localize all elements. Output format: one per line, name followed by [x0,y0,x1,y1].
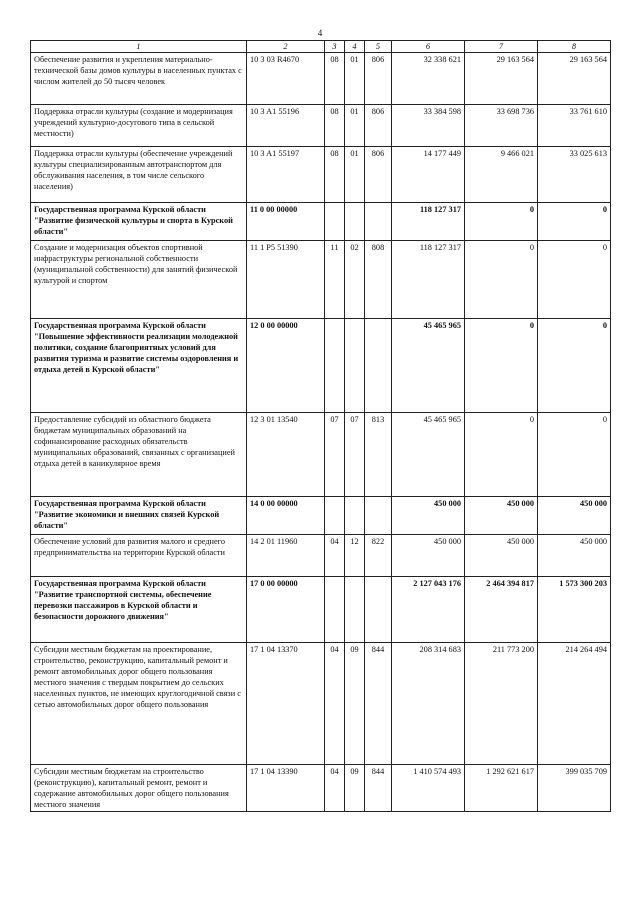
amount-year1-cell: 118 127 317 [392,203,465,241]
subsection-cell: 02 [345,241,365,319]
code-cell: 11 1 P5 51390 [247,241,325,319]
section-cell [325,203,345,241]
code-cell: 14 2 01 11960 [247,535,325,577]
budget-table [30,40,611,812]
code-cell: 14 0 00 00000 [247,497,325,535]
amount-year2-cell: 33 698 736 [465,105,538,147]
code-cell: 12 0 00 00000 [247,319,325,413]
code-cell: 17 1 04 13370 [247,643,325,765]
column-number: 5 [365,41,392,53]
code-cell: 17 1 04 13390 [247,765,325,812]
amount-year2-cell: 211 773 200 [465,643,538,765]
section-cell [325,577,345,643]
program-row [31,577,611,643]
subsection-cell: 01 [345,105,365,147]
section-cell: 08 [325,53,345,105]
amount-year2-cell: 0 [465,413,538,497]
name-cell: Государственная программа Курской области "Повышение эффективности реализации молодежной политики, создание благоприятных условий для развития туризма и развитие системы оздоровления и отдыха детей в Курской области" [31,319,247,413]
column-number: 1 [31,41,247,53]
amount-year1-cell: 1 410 574 493 [392,765,465,812]
section-cell: 04 [325,535,345,577]
table-row [31,643,611,765]
table-row [31,147,611,203]
name-cell: Предоставление субсидий из областного бюджета бюджетам муниципальных образований на софинансирование расходных обязательств муниципальных образований, связанных с организацией отдыха детей в каникулярное время [31,413,247,497]
amount-year3-cell: 0 [538,241,611,319]
name-cell: Обеспечение условий для развития малого и среднего предпринимательства на территории Курской области [31,535,247,577]
page-number: 4 [317,28,323,38]
amount-year2-cell: 450 000 [465,497,538,535]
amount-year1-cell: 45 465 965 [392,413,465,497]
name-cell: Субсидии местным бюджетам на проектирование, строительство, реконструкцию, капитальный ремонт и ремонт автомобильных дорог общего пользования местного значения с твердым покрытием до сельских населенных пунктов, не имеющих круглогодичной связи с сетью автомобильных дорог общего пользования [31,643,247,765]
table-row [31,535,611,577]
amount-year2-cell: 0 [465,203,538,241]
amount-year2-cell: 0 [465,241,538,319]
section-cell [325,319,345,413]
name-cell: Обеспечение развития и укрепления материально-технической базы домов культуры в населенных пунктах с числом жителей до 50 тысяч человек [31,53,247,105]
table-row [31,413,611,497]
program-row [31,203,611,241]
expense-type-cell: 844 [365,765,392,812]
section-cell: 04 [325,765,345,812]
amount-year3-cell: 214 264 494 [538,643,611,765]
program-row [31,497,611,535]
code-cell: 10 3 A1 55196 [247,105,325,147]
amount-year2-cell: 2 464 394 817 [465,577,538,643]
amount-year1-cell: 450 000 [392,497,465,535]
name-cell: Государственная программа Курской области "Развитие транспортной системы, обеспечение перевозки пассажиров в Курской области и безопасности дорожного движения" [31,577,247,643]
code-cell: 10 3 A1 55197 [247,147,325,203]
amount-year2-cell: 450 000 [465,535,538,577]
amount-year3-cell: 0 [538,413,611,497]
subsection-cell [345,203,365,241]
amount-year2-cell: 1 292 621 617 [465,765,538,812]
expense-type-cell: 806 [365,53,392,105]
column-number: 4 [345,41,365,53]
amount-year3-cell: 29 163 564 [538,53,611,105]
table-row [31,53,611,105]
expense-type-cell: 844 [365,643,392,765]
expense-type-cell [365,319,392,413]
table-row [31,105,611,147]
amount-year3-cell: 33 761 610 [538,105,611,147]
column-number: 7 [465,41,538,53]
program-row [31,319,611,413]
section-cell: 07 [325,413,345,497]
amount-year1-cell: 45 465 965 [392,319,465,413]
subsection-cell [345,497,365,535]
subsection-cell: 09 [345,765,365,812]
table-row [31,241,611,319]
amount-year1-cell: 32 338 621 [392,53,465,105]
expense-type-cell: 822 [365,535,392,577]
expense-type-cell [365,577,392,643]
section-cell: 11 [325,241,345,319]
table-row [31,765,611,812]
amount-year3-cell: 33 025 613 [538,147,611,203]
amount-year1-cell: 2 127 043 176 [392,577,465,643]
name-cell: Субсидии местным бюджетам на строительство (реконструкцию), капитальный ремонт, ремонт и содержание автомобильных дорог общего пользования местного значения [31,765,247,812]
expense-type-cell [365,497,392,535]
column-number-row [31,41,611,53]
subsection-cell [345,319,365,413]
column-number: 8 [538,41,611,53]
name-cell: Государственная программа Курской области "Развитие физической культуры и спорта в Курской области" [31,203,247,241]
subsection-cell: 09 [345,643,365,765]
amount-year3-cell: 1 573 300 203 [538,577,611,643]
amount-year1-cell: 14 177 449 [392,147,465,203]
name-cell: Создание и модернизация объектов спортивной инфраструктуры региональной собственности (муниципальной собственности) для занятий физической культурой и спортом [31,241,247,319]
subsection-cell: 01 [345,53,365,105]
section-cell: 08 [325,147,345,203]
amount-year2-cell: 29 163 564 [465,53,538,105]
subsection-cell: 12 [345,535,365,577]
amount-year2-cell: 0 [465,319,538,413]
code-cell: 12 3 01 13540 [247,413,325,497]
column-number: 3 [325,41,345,53]
subsection-cell: 07 [345,413,365,497]
column-number: 6 [392,41,465,53]
amount-year1-cell: 33 384 598 [392,105,465,147]
amount-year3-cell: 450 000 [538,535,611,577]
name-cell: Поддержка отрасли культуры (создание и модернизация учреждений культурно-досугового типа в сельской местности) [31,105,247,147]
amount-year3-cell: 0 [538,319,611,413]
expense-type-cell [365,203,392,241]
name-cell: Поддержка отрасли культуры (обеспечение учреждений культуры специализированным автотранспортом для обслуживания населения, в том числе сельского населения) [31,147,247,203]
amount-year3-cell: 450 000 [538,497,611,535]
code-cell: 11 0 00 00000 [247,203,325,241]
expense-type-cell: 808 [365,241,392,319]
column-number: 2 [247,41,325,53]
name-cell: Государственная программа Курской области "Развитие экономики и внешних связей Курской области" [31,497,247,535]
expense-type-cell: 806 [365,105,392,147]
subsection-cell [345,577,365,643]
expense-type-cell: 813 [365,413,392,497]
expense-type-cell: 806 [365,147,392,203]
code-cell: 17 0 00 00000 [247,577,325,643]
subsection-cell: 01 [345,147,365,203]
amount-year2-cell: 9 466 021 [465,147,538,203]
amount-year1-cell: 450 000 [392,535,465,577]
amount-year3-cell: 399 035 709 [538,765,611,812]
section-cell: 08 [325,105,345,147]
code-cell: 10 3 03 R4670 [247,53,325,105]
amount-year1-cell: 208 314 683 [392,643,465,765]
amount-year3-cell: 0 [538,203,611,241]
section-cell: 04 [325,643,345,765]
amount-year1-cell: 118 127 317 [392,241,465,319]
section-cell [325,497,345,535]
